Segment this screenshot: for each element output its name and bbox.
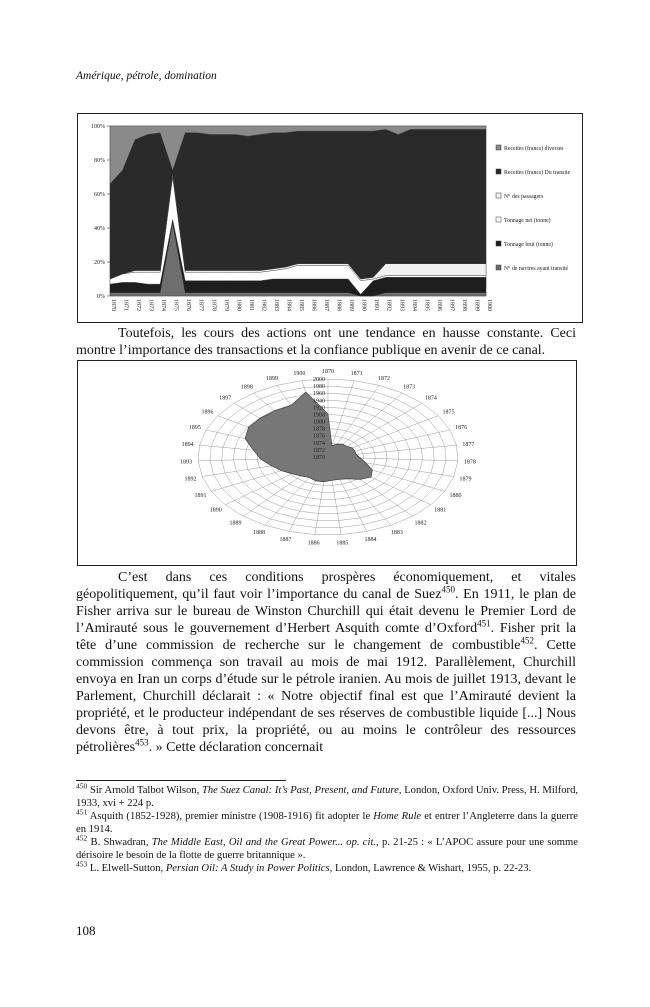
radar-category-label: 1873 [403, 384, 416, 391]
legend-label: N° des passagers [504, 194, 544, 200]
radar-radial-tick: 1880 [313, 419, 325, 426]
x-tick-label: 1873 [147, 299, 154, 311]
radar-category-label: 1872 [377, 375, 390, 382]
y-tick-label: 0% [97, 294, 105, 300]
y-tick-label: 80% [94, 158, 105, 164]
legend-swatch [496, 193, 501, 198]
x-tick-label: 1885 [298, 299, 304, 311]
running-header: Amérique, pétrole, domination [76, 70, 217, 82]
x-tick-label: 1891 [373, 299, 380, 311]
footnote-text: Asquith (1852-1928), premier ministre (1908-1916) fit adopter le [87, 811, 374, 822]
radar-category-label: 1886 [307, 540, 320, 547]
legend-swatch [496, 169, 501, 174]
x-tick-label: 1900 [486, 299, 492, 311]
radar-category-label: 1877 [462, 441, 475, 448]
radar-category-label: 1883 [390, 530, 403, 537]
footnote-title: Home Rule [373, 811, 422, 822]
x-tick-label: 1884 [285, 299, 292, 311]
footnote-text: , London, Oxford Univ. Press, H. Milford, 1933, xvi + 224 p. [76, 785, 579, 809]
footnote-ref-450[interactable]: 450 [441, 584, 455, 595]
footnote-text: Sir Arnold Talbot Wilson, [87, 785, 202, 796]
y-tick-label: 20% [94, 260, 105, 266]
footnote-number: 452 [76, 833, 88, 843]
paragraph-2 [76, 569, 576, 756]
radar-category-label: 1888 [253, 530, 266, 537]
radar-radial-tick: 1960 [313, 391, 325, 398]
x-tick-label: 1872 [135, 299, 142, 311]
footnote-number: 451 [76, 807, 88, 817]
x-tick-label: 1876 [185, 299, 192, 311]
radar-category-label: 1892 [184, 476, 197, 483]
legend-label: N° de navires ayant transité [504, 266, 569, 272]
radar-category-label: 1891 [194, 492, 207, 499]
radar-category-label: 1895 [188, 425, 201, 432]
radar-category-label: 1885 [336, 540, 349, 547]
footnote-text: B. Shwadran, [87, 837, 152, 848]
x-tick-label: 1899 [473, 299, 480, 311]
radar-category-label: 1899 [266, 375, 279, 382]
radar-radial-tick: 1980 [313, 384, 325, 391]
radar-chart-svg [78, 361, 576, 565]
radar-chart [77, 360, 577, 566]
x-tick-label: 1895 [423, 299, 430, 311]
footnote-text: et entrer l’Angleterre dans la guerre en 1914. [76, 811, 578, 835]
radar-radial-tick: 1940 [313, 398, 325, 405]
stacked-area-chart [77, 113, 583, 323]
x-tick-label: 1887 [323, 299, 330, 311]
x-tick-label: 1882 [260, 299, 267, 311]
footnote-ref-451[interactable]: 451 [477, 618, 491, 629]
paragraph-1: Toutefois, les cours des actions ont une tendance en hausse constante. Ceci montre l’importance des transactions et la confiance publique en avenir de ce canal. [76, 326, 576, 358]
radar-category-label: 1881 [434, 507, 447, 514]
x-tick-label: 1889 [348, 299, 355, 311]
paragraph-2-text-d: . Cette commission commença son travail au mois de mai 1912. Parallèlement, Churchill envoya en Iran un corps d’étude sur le pétrole iranien. Au mois de juillet 1913, devant le Parlement, Churchill déclarait : « Notre objectif final est que l’Amirauté devient la propriété, et le producteur indépendant de ses réserves de combustible liquide [...] Nous devons être, à tout prix, la propriété, ou au moins le contrôleur des ressources pétrolières [76, 638, 577, 755]
footnote-ref-453[interactable]: 453 [135, 737, 149, 748]
y-tick-label: 40% [94, 226, 105, 232]
footnote-ref-452[interactable]: 452 [520, 635, 534, 646]
footnote-number: 450 [76, 781, 88, 791]
radar-radial-tick: 1920 [313, 405, 325, 412]
radar-category-label: 1897 [219, 395, 232, 402]
radar-category-label: 1879 [459, 476, 472, 483]
paragraph-2-text-a: C’est dans ces conditions prospères économiquement, et vitales géopolitiquement, qu’il faut voir l’importance du canal de Suez [76, 570, 576, 602]
page-number: 108 [76, 923, 96, 938]
radar-category-label: 1870 [322, 369, 334, 375]
footnote [76, 807, 578, 836]
radar-category-label: 1887 [279, 537, 292, 544]
y-tick-label: 100% [91, 124, 105, 130]
x-tick-label: 1877 [197, 299, 204, 311]
footnote-divider [76, 780, 286, 781]
x-tick-label: 1894 [410, 299, 417, 311]
footnote-text: , p. 21-25 : « L’APOC assure pour une somme dérisoire le besoin de la flotte de guerre britannique ». [76, 837, 578, 861]
radar-category-label: 1894 [181, 441, 194, 448]
radar-radial-tick: 1870 [313, 455, 325, 461]
radar-category-label: 1874 [424, 395, 437, 402]
radar-category-label: 1878 [463, 459, 476, 466]
radar-radial-tick: 1876 [313, 433, 325, 440]
radar-category-label: 1871 [350, 370, 363, 377]
x-tick-label: 1871 [122, 299, 129, 311]
footnote-title: Persian Oil: A Study in Power Politics [165, 863, 330, 874]
footnote [76, 833, 578, 862]
paragraph-2-text-c: . Fisher prit la tête d’une commission de recherche sur le changement de combustible [76, 621, 576, 653]
radar-radial-tick: 1874 [313, 440, 325, 447]
legend-swatch [496, 217, 501, 222]
x-tick-label: 1879 [222, 299, 229, 311]
x-tick-label: 1880 [235, 299, 242, 311]
x-tick-label: 1874 [160, 299, 167, 311]
x-tick-label: 1888 [335, 299, 342, 311]
legend-label: Recettes (francs) Du transite [504, 170, 571, 176]
paragraph-2-text-b: . En 1911, le plan de Fisher arriva sur le bureau de Winston Churchill qui était devenu le Premier Lord de l’Amirauté sous le gouvernement d’Herbert Asquith comte d’Oxford [76, 587, 576, 636]
radar-category-label: 1900 [293, 370, 306, 377]
x-tick-label: 1898 [460, 299, 467, 311]
y-tick-label: 60% [94, 192, 105, 198]
stacked-area-chart-svg [78, 114, 582, 322]
x-tick-label: 1890 [360, 299, 367, 311]
footnote-number: 453 [76, 859, 88, 869]
footnote-text: L. Elwell-Sutton, [87, 863, 166, 874]
radar-category-label: 1880 [449, 492, 462, 499]
footnote-text: , London, Lawrence & Wishart, 1955, p. 22-23. [329, 863, 532, 874]
footnote-title: The Middle East, Oil and the Great Power... op. cit. [151, 837, 377, 848]
radar-category-label: 1875 [442, 409, 455, 416]
radar-category-label: 1889 [229, 520, 242, 527]
legend-label: Tonnage net (tonne) [504, 218, 551, 224]
x-tick-label: 1878 [210, 299, 217, 311]
footnote [76, 859, 578, 876]
x-tick-label: 1896 [435, 299, 442, 311]
radar-radial-tick: 1878 [313, 426, 325, 433]
radar-radial-tick: 2000 [313, 377, 325, 383]
legend-swatch [496, 145, 501, 150]
x-tick-label: 1881 [247, 299, 254, 311]
x-tick-label: 1870 [110, 299, 116, 311]
footnote-title: The Suez Canal: It’s Past, Present, and Future [201, 785, 399, 796]
radar-category-label: 1876 [455, 425, 468, 432]
x-tick-label: 1893 [398, 299, 405, 311]
x-tick-label: 1892 [385, 299, 392, 311]
radar-radial-tick: 1872 [313, 447, 325, 454]
radar-category-label: 1893 [180, 459, 193, 466]
x-tick-label: 1883 [272, 299, 279, 311]
paragraph-2-text-e: . » Cette déclaration concernait [148, 740, 324, 755]
legend-swatch [496, 265, 501, 270]
legend-label: Tonnage brut (tonne) [504, 242, 553, 248]
radar-category-label: 1896 [201, 409, 214, 416]
footnote [76, 781, 579, 810]
radar-radial-tick: 1900 [313, 412, 325, 419]
legend-swatch [496, 241, 501, 246]
x-tick-label: 1886 [310, 299, 317, 311]
x-tick-label: 1875 [172, 299, 179, 311]
radar-category-label: 1890 [209, 507, 222, 514]
radar-series [245, 392, 372, 482]
legend-label: Recettes (francs) diverses [504, 146, 564, 152]
x-tick-label: 1897 [448, 299, 455, 311]
radar-category-label: 1884 [364, 537, 377, 544]
legend [496, 145, 571, 272]
radar-category-label: 1898 [240, 384, 253, 391]
radar-category-label: 1882 [414, 520, 427, 527]
footnotes [76, 781, 579, 877]
